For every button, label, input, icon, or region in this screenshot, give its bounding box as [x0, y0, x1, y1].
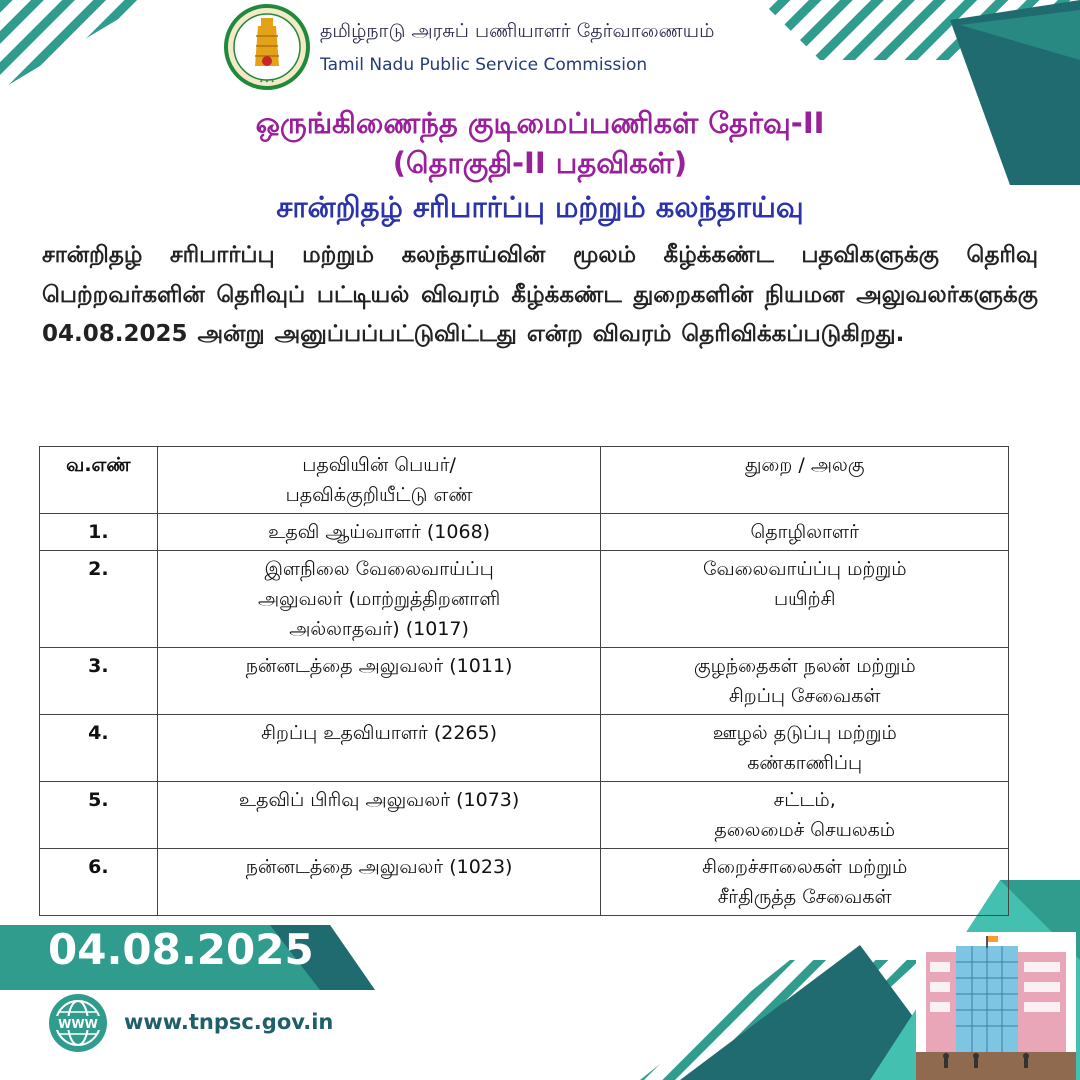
department-line: குழந்தைகள் நலன் மற்றும்	[693, 655, 916, 677]
row-department	[601, 514, 1009, 551]
post-name-line: நன்னடத்தை அலுவலர் (1011)	[245, 655, 513, 677]
notice-body: சான்றிதழ் சரிபார்ப்பு மற்றும் கலந்தாய்வின் மூலம் கீழ்க்கண்ட பதவிகளுக்கு தெரிவு பெற்றவர்களின் தெரிவுப் பட்டியல் விவரம் கீழ்க்கண்ட துறைகளின் நியமன அலுவலர்களுக்கு 04.08.2025 அன்று அனுப்பப்பட்டுவிட்டது என்ற விவரம் தெரிவிக்கப்படுகிறது.	[42, 242, 1038, 347]
footer-date: 04.08.2025	[48, 925, 314, 974]
office-building-image	[916, 932, 1076, 1080]
row-serial-number: 5.	[40, 782, 158, 849]
department-line: பயிற்சி	[774, 588, 836, 610]
row-serial-number: 3.	[40, 648, 158, 715]
post-name-line: இளநிலை வேலைவாய்ப்பு	[264, 558, 494, 580]
tamil-nadu-emblem-icon	[222, 4, 312, 90]
post-name-line: உதவி ஆய்வாளர் (1068)	[268, 521, 491, 543]
row-post-name	[157, 514, 601, 551]
row-department	[601, 551, 1009, 648]
table-row	[40, 715, 1009, 782]
post-name-line: உதவிப் பிரிவு அலுவலர் (1073)	[238, 789, 520, 811]
department-line: வேலைவாய்ப்பு மற்றும்	[702, 558, 907, 580]
notice-heading: சான்றிதழ் சரிபார்ப்பு மற்றும் கலந்தாய்வு	[276, 190, 804, 224]
row-serial-number: 2.	[40, 551, 158, 648]
row-post-name	[157, 849, 601, 916]
department-line: சிறைச்சாலைகள் மற்றும்	[702, 856, 908, 878]
row-department	[601, 715, 1009, 782]
row-post-name	[157, 551, 601, 648]
org-name-tamil: தமிழ்நாடு அரசுப் பணியாளர் தேர்வாணையம்	[320, 20, 715, 42]
row-serial-number: 6.	[40, 849, 158, 916]
row-department	[601, 648, 1009, 715]
globe-label: WWW	[58, 1017, 98, 1031]
globe-icon	[47, 992, 109, 1054]
row-serial-number: 4.	[40, 715, 158, 782]
row-post-name	[157, 715, 601, 782]
website-link[interactable]: www.tnpsc.gov.in	[124, 1010, 334, 1034]
header-post-name-line1: பதவியின் பெயர்/	[302, 454, 456, 476]
table-row	[40, 648, 1009, 715]
department-line: தலைமைச் செயலகம்	[714, 819, 896, 841]
department-line: சிறப்பு சேவைகள்	[728, 685, 881, 707]
department-line: ஊழல் தடுப்பு மற்றும்	[712, 722, 897, 744]
post-name-line: அல்லாதவர்) (1017)	[289, 618, 469, 640]
posts-table	[39, 446, 1009, 916]
header-serial-number: வ.எண்	[40, 447, 158, 514]
row-department	[601, 782, 1009, 849]
row-post-name	[157, 648, 601, 715]
department-line: சட்டம்,	[773, 789, 836, 811]
table-row	[40, 551, 1009, 648]
post-name-line: சிறப்பு உதவியாளர் (2265)	[261, 722, 498, 744]
department-line: சீர்திருத்த சேவைகள்	[717, 886, 892, 908]
svg-text:✦ ✦ ✦: ✦ ✦ ✦	[259, 79, 275, 85]
table-row	[40, 849, 1009, 916]
exam-subtitle: (தொகுதி-II பதவிகள்)	[392, 146, 688, 180]
department-line: கண்காணிப்பு	[747, 752, 863, 774]
table-row	[40, 514, 1009, 551]
org-name-english: Tamil Nadu Public Service Commission	[320, 55, 648, 75]
row-department	[601, 849, 1009, 916]
table-header-row	[40, 447, 1009, 514]
post-name-line: நன்னடத்தை அலுவலர் (1023)	[245, 856, 513, 878]
exam-title: ஒருங்கிணைந்த குடிமைப்பணிகள் தேர்வு-II	[255, 106, 825, 140]
table-body	[40, 514, 1009, 916]
row-post-name	[157, 782, 601, 849]
header-post-name-line2: பதவிக்குறியீட்டு எண்	[285, 484, 473, 506]
table-row	[40, 782, 1009, 849]
header-post-name	[157, 447, 601, 514]
post-name-line: அலுவலர் (மாற்றுத்திறனாளி	[257, 588, 501, 610]
department-line: தொழிலாளர்	[750, 521, 860, 543]
header-department: துறை / அலகு	[601, 447, 1009, 514]
row-serial-number: 1.	[40, 514, 158, 551]
